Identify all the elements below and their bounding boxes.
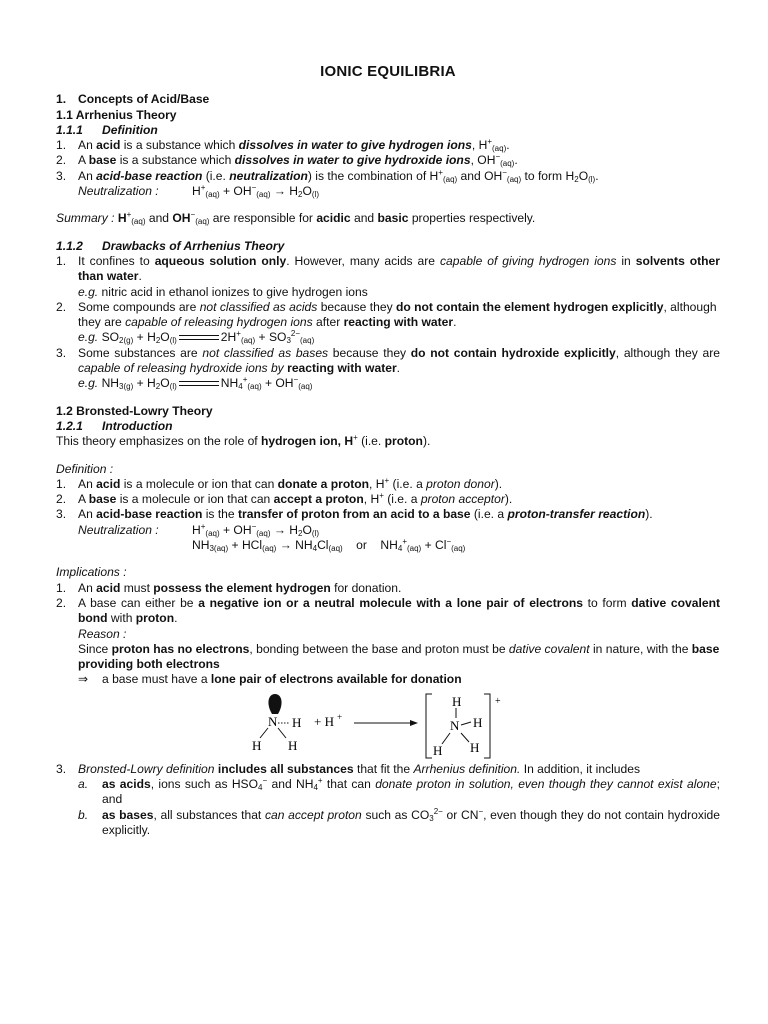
reaction-arrowhead	[410, 720, 418, 726]
implication-3a: a. as acids, ions such as $HSO_4^-$ and $NH_4^+$ that can donate proton in solution, even though they cannot exist alone; and	[78, 775, 720, 807]
drawback-3-equation: e.g. $NH_{3(g)} + H_2O_{(l)}$ $NH_4^+_{(aq)} + OH^-_{(aq)}$	[78, 375, 313, 392]
implication-conclusion: ⇒ a base must have a lone pair of electrons available for donation	[78, 672, 462, 687]
bronsted-def-2: 2. A base is a molecule or ion that can accept a proton, H+ (i.e. a proton acceptor).	[56, 491, 513, 507]
ammonia-h: H	[292, 714, 302, 730]
arrhenius-def-2: 2. A base is a substance which dissolves in water to give hydroxide ions, $OH^-_{(aq)}$.	[56, 152, 518, 169]
implication-3: 3. Bronsted-Lowry definition includes all substances that fit the Arrhenius definition. In addition, it includes	[56, 761, 641, 776]
bronsted-def-1: 1. An acid is a molecule or ion that can donate a proton, H+ (i.e. a proton donor).	[56, 475, 503, 491]
implications-label: Implications :	[56, 565, 127, 580]
equilibrium-arrow	[179, 379, 219, 389]
ammonium-h: H	[433, 742, 443, 758]
proton-charge: +	[337, 711, 343, 722]
nh-bond	[461, 722, 471, 725]
drawback-3: 3. Some substances are not classified as bases because they do not contain hydroxide explicitly, although they are capable of releasing hydroxide ions by reacting with water.	[56, 345, 720, 376]
ammonium-charge: +	[495, 695, 501, 707]
document-page	[56, 64, 720, 838]
drawback-2-equation: e.g. $SO_{2(g)} + H_2O_{(l)}$ $2H^+_{(aq)} + SO_3^{2-}_{(aq)}$	[78, 329, 315, 346]
ammonium-h: H	[452, 693, 462, 709]
ammonia-diagram-svg	[56, 692, 720, 762]
drawback-2: 2. Some compounds are not classified as acids because they do not contain the element hydrogen explicitly, although they are capable of releasing hydrogen ions after reacting with water.	[56, 299, 717, 330]
ammonium-h: H	[470, 739, 480, 755]
section-1-2-1-heading: 1.2.1 Introduction	[56, 418, 173, 433]
reason-text: Since proton has no electrons, bonding between the base and proton must be dative covalent in nature, with the base providing both electrons	[78, 641, 720, 672]
drawback-1-example: e.g. nitric acid in ethanol ionizes to give hydrogen ions	[78, 284, 368, 299]
lone-pair-icon	[268, 694, 281, 714]
nh-bond	[461, 733, 469, 742]
intro-text: This theory emphasizes on the role of hydrogen ion, H+ (i.e. proton).	[56, 433, 431, 449]
arrhenius-neutralization: Neutralization : $H^+_{(aq)} + OH^-_{(aq)} \to H_2O_{(l)}$	[78, 183, 320, 200]
bronsted-neutralization-1: Neutralization : $H^+_{(aq)} + OH^-_{(aq)} \to H_2O_{(l)}$	[78, 521, 320, 538]
ammonia-h: H	[288, 737, 298, 753]
plus-h-label: + H	[314, 713, 334, 729]
bronsted-neutralization-2: $NH_{3(aq)} + HCl_{(aq)} \to NH_4Cl_{(aq)}$ or $NH_4^+_{(aq)} + Cl^-_{(aq)}$	[192, 537, 466, 554]
ammonium-n: N	[450, 717, 460, 733]
nh-bond	[260, 728, 268, 738]
right-bracket	[484, 694, 490, 758]
left-bracket	[426, 694, 432, 758]
bronsted-def-3: 3. An acid-base reaction is the transfer of proton from an acid to a base (i.e. a proton-transfer reaction).	[56, 507, 653, 522]
section-1-2-heading: 1.2 Bronsted-Lowry Theory	[56, 403, 213, 418]
nh-bond	[442, 733, 450, 744]
equilibrium-arrow	[179, 333, 219, 343]
implies-arrow-icon: ⇒	[78, 672, 89, 687]
implication-2: 2. A base can either be a negative ion or a neutral molecule with a lone pair of electrons to form dative covalent bond with proton.	[56, 595, 720, 626]
summary: Summary : $H^+_{(aq)}$ and $OH^-_{(aq)}$ are responsible for acidic and basic properties respectively.	[56, 210, 536, 227]
arrhenius-def-3: 3. An acid-base reaction (i.e. neutralization) is the combination of $H^+_{(aq)}$ and $OH^-_{(aq)}$ to form $H_2O_{(l)}$.	[56, 167, 599, 184]
ammonia-protonation-diagram	[56, 692, 720, 760]
reason-label: Reason :	[78, 626, 127, 641]
ammonium-h: H	[473, 714, 483, 730]
bronsted-definition-label: Definition :	[56, 461, 114, 476]
ammonia-h: H	[252, 737, 262, 753]
section-1-1-2-heading: 1.1.2 Drawbacks of Arrhenius Theory	[56, 238, 285, 253]
section-1-1-heading: 1.1 Arrhenius Theory	[56, 107, 177, 122]
implication-1: 1. An acid must possess the element hydrogen for donation.	[56, 580, 402, 595]
section-1-heading: 1. Concepts of Acid/Base	[56, 92, 210, 107]
page-title: IONIC EQUILIBRIA	[320, 63, 456, 80]
implication-3b: b. as bases, all substances that can accept proton such as $CO_3^{2-}$ or CN−, even though they do not contain hydroxide explicitly.	[78, 806, 721, 837]
arrhenius-def-1: 1. An acid is a substance which dissolves in water to give hydrogen ions, $H^+_{(aq)}$.	[56, 137, 510, 154]
ammonia-n: N	[268, 713, 278, 729]
drawback-1: 1. It confines to aqueous solution only. However, many acids are capable of giving hydrogen ions in solvents other than water.	[56, 253, 720, 284]
section-1-1-1-heading: 1.1.1 Definition	[56, 122, 158, 137]
nh-bond	[278, 728, 286, 738]
